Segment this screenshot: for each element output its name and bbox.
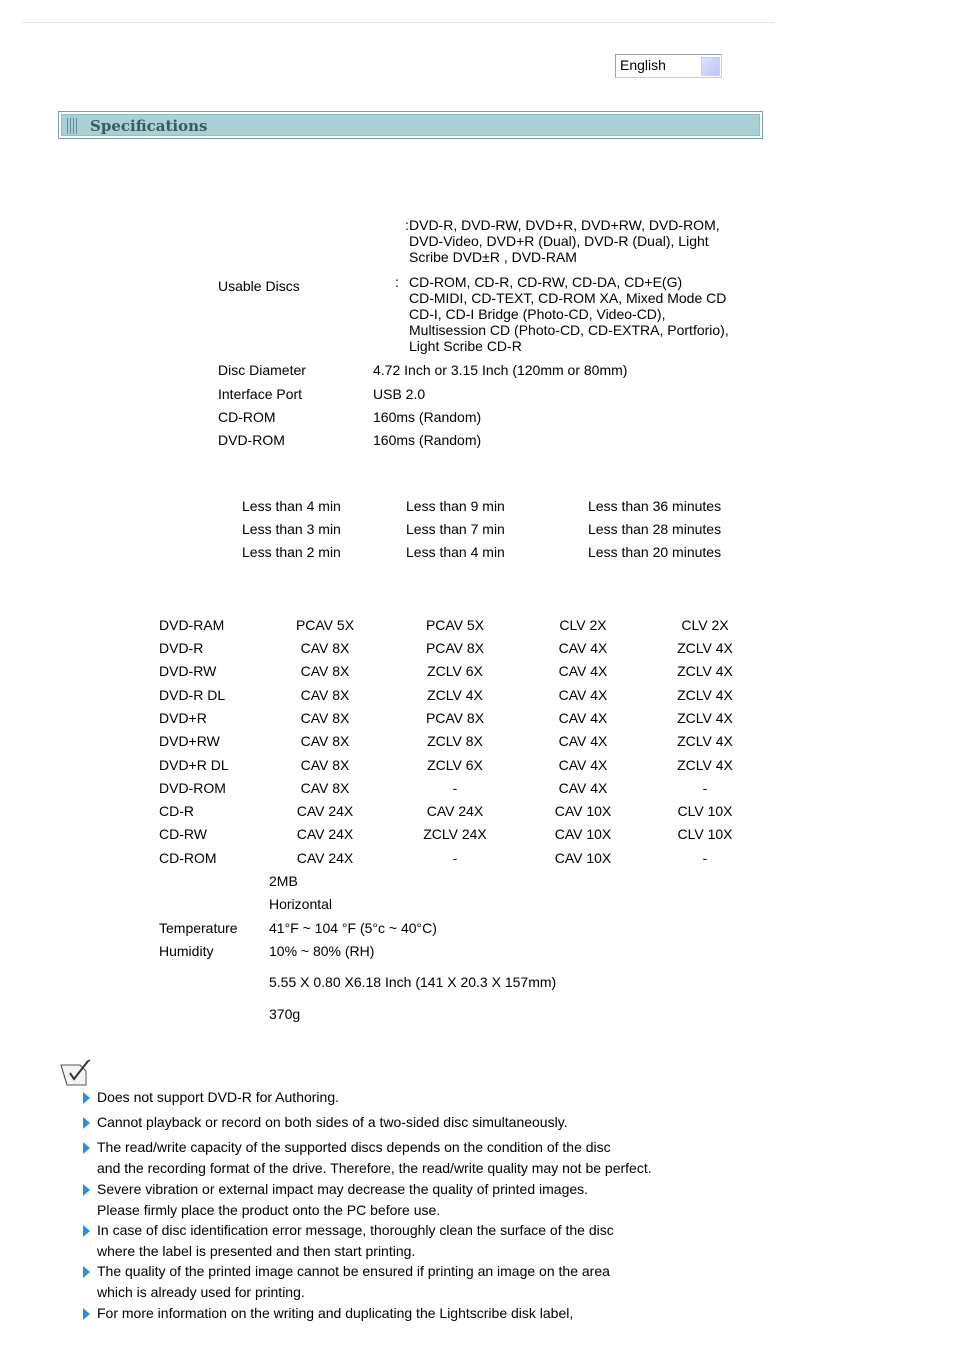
spec-label: DVD-ROM <box>218 432 285 448</box>
spec-value: 160ms (Random) <box>373 432 482 448</box>
note-text: In case of disc identification error message, thoroughly clean the surface of the disc <box>97 1222 614 1238</box>
usable-discs-cd-line: CD-MIDI, CD-TEXT, CD-ROM XA, Mixed Mode CD <box>409 290 727 306</box>
spec-value: 160ms (Random) <box>373 409 482 425</box>
bullet-arrow-icon <box>83 1092 90 1104</box>
speed-table-cell: CAV 10X <box>554 850 612 866</box>
speed-table-disc-type: CD-ROM <box>159 850 217 866</box>
speed-table-cell: CLV 2X <box>681 617 729 633</box>
print-time-cell: Less than 28 minutes <box>588 521 722 537</box>
usable-discs-cd-line: Light Scribe CD-R <box>409 338 522 354</box>
speed-table-cell: CAV 4X <box>558 687 608 703</box>
spec-value: 4.72 Inch or 3.15 Inch (120mm or 80mm) <box>373 362 628 378</box>
speed-table-cell: - <box>702 780 708 796</box>
speed-table-cell: ZCLV 4X <box>677 757 733 773</box>
usable-discs-cd-line: CD-I, CD-I Bridge (Photo-CD, Video-CD), <box>409 306 666 322</box>
speed-table-disc-type: DVD-RW <box>159 663 217 679</box>
speed-table-cell: CAV 8X <box>300 663 350 679</box>
speed-table-cell: ZCLV 4X <box>427 687 483 703</box>
note-text: Cannot playback or record on both sides of a two-sided disc simultaneously. <box>97 1114 568 1130</box>
bars-icon <box>66 118 80 134</box>
speed-table-cell: CAV 8X <box>300 780 350 796</box>
spec-label: CD-ROM <box>218 409 276 425</box>
note-text: Severe vibration or external impact may decrease the quality of printed images. <box>97 1181 589 1197</box>
speed-table-cell: CAV 8X <box>300 733 350 749</box>
speed-table-cell: CAV 8X <box>300 710 350 726</box>
bullet-arrow-icon <box>83 1117 90 1129</box>
speed-table-cell: ZCLV 24X <box>423 826 487 842</box>
language-select[interactable] <box>615 54 722 78</box>
spec-value: USB 2.0 <box>373 386 426 402</box>
speed-table-cell: CAV 8X <box>300 757 350 773</box>
speed-table-cell: CLV 2X <box>559 617 607 633</box>
note-check-icon <box>60 1059 92 1087</box>
speed-table-cell: PCAV 5X <box>295 617 355 633</box>
speed-table-cell: - <box>702 850 708 866</box>
note-text: Does not support DVD-R for Authoring. <box>97 1089 340 1105</box>
speed-table-cell: CLV 10X <box>677 826 733 842</box>
speed-table-disc-type: DVD+R DL <box>159 757 229 773</box>
dimensions-value: 5.55 X 0.80 X6.18 Inch (141 X 20.3 X 157mm) <box>269 974 557 990</box>
speed-table-cell: CAV 8X <box>300 640 350 656</box>
temperature-label: Temperature <box>159 920 238 936</box>
section-header <box>58 111 763 139</box>
speed-table-cell: ZCLV 6X <box>427 663 483 679</box>
bullet-arrow-icon <box>83 1184 90 1196</box>
bullet-arrow-icon <box>83 1225 90 1237</box>
speed-table-cell: ZCLV 4X <box>677 687 733 703</box>
dropdown-button-icon[interactable] <box>701 57 720 76</box>
speed-table-disc-type: CD-RW <box>159 826 207 842</box>
speed-table-cell: ZCLV 4X <box>677 733 733 749</box>
usable-discs-cd-line: CD-ROM, CD-R, CD-RW, CD-DA, CD+E(G) <box>409 274 683 290</box>
usable-discs-cd-line: Multisession CD (Photo-CD, CD-EXTRA, Portforio), <box>409 322 729 338</box>
usable-discs-separator-2: : <box>395 274 399 290</box>
print-time-cell: Less than 20 minutes <box>588 544 722 560</box>
note-text: Please firmly place the product onto the PC before use. <box>97 1202 441 1218</box>
speed-table-cell: CAV 4X <box>558 640 608 656</box>
spec-label: Disc Diameter <box>218 362 306 378</box>
speed-table-disc-type: DVD-R <box>159 640 204 656</box>
bullet-arrow-icon <box>83 1266 90 1278</box>
speed-table-cell: CAV 10X <box>554 803 612 819</box>
weight-value: 370g <box>269 1006 301 1022</box>
speed-table-cell: CAV 24X <box>296 803 354 819</box>
bullet-arrow-icon <box>83 1308 90 1320</box>
humidity-label: Humidity <box>159 943 214 959</box>
note-text: where the label is presented and then start printing. <box>97 1243 416 1259</box>
speed-table-disc-type: DVD-R DL <box>159 687 226 703</box>
speed-table-cell: CAV 4X <box>558 780 608 796</box>
print-time-cell: Less than 2 min <box>242 544 341 560</box>
section-title: Specifications <box>90 117 208 135</box>
speed-table-disc-type: DVD+R <box>159 710 207 726</box>
usable-discs-separator-1: : <box>405 217 409 233</box>
humidity-value: 10% ~ 80% (RH) <box>269 943 375 959</box>
speed-table-disc-type: DVD-RAM <box>159 617 225 633</box>
speed-table-cell: CAV 4X <box>558 663 608 679</box>
usable-discs-dvd-line: Scribe DVD±R , DVD-RAM <box>409 249 577 265</box>
note-text: The quality of the printed image cannot be ensured if printing an image on the area <box>97 1263 610 1279</box>
buffer-value: 2MB <box>269 873 298 889</box>
speed-table-cell: CAV 4X <box>558 757 608 773</box>
print-time-cell: Less than 7 min <box>406 521 505 537</box>
language-select-value: English <box>620 57 666 73</box>
speed-table-cell: CAV 4X <box>558 733 608 749</box>
speed-table-cell: ZCLV 6X <box>427 757 483 773</box>
speed-table-cell: CAV 4X <box>558 710 608 726</box>
speed-table-cell: CAV 24X <box>426 803 484 819</box>
speed-table-cell: - <box>452 850 458 866</box>
print-time-cell: Less than 4 min <box>406 544 505 560</box>
speed-table-cell: CAV 24X <box>296 826 354 842</box>
speed-table-cell: CLV 10X <box>677 803 733 819</box>
speed-table-cell: PCAV 8X <box>425 640 485 656</box>
speed-table-cell: ZCLV 4X <box>677 640 733 656</box>
speed-table-cell: ZCLV 4X <box>677 710 733 726</box>
usable-discs-dvd-line: DVD-Video, DVD+R (Dual), DVD-R (Dual), Light <box>409 233 709 249</box>
speed-table-disc-type: DVD+RW <box>159 733 220 749</box>
speed-table-cell: - <box>452 780 458 796</box>
speed-table-disc-type: CD-R <box>159 803 194 819</box>
speed-table-cell: PCAV 8X <box>425 710 485 726</box>
orientation-value: Horizontal <box>269 896 333 912</box>
usable-discs-dvd-line: DVD-R, DVD-RW, DVD+R, DVD+RW, DVD-ROM, <box>409 217 720 233</box>
spec-label: Interface Port <box>218 386 303 402</box>
note-text: and the recording format of the drive. Therefore, the read/write quality may not be perfect. <box>97 1160 652 1176</box>
speed-table-cell: CAV 8X <box>300 687 350 703</box>
temperature-value: 41°F ~ 104 °F (5°c ~ 40°C) <box>269 920 437 936</box>
note-text: For more information on the writing and duplicating the Lightscribe disk label, <box>97 1305 574 1321</box>
speed-table-cell: ZCLV 8X <box>427 733 483 749</box>
note-text: The read/write capacity of the supported discs depends on the condition of the disc <box>97 1139 611 1155</box>
speed-table-cell: CAV 10X <box>554 826 612 842</box>
speed-table-cell: CAV 24X <box>296 850 354 866</box>
top-divider <box>22 22 774 23</box>
print-time-cell: Less than 36 minutes <box>588 498 722 514</box>
print-time-cell: Less than 4 min <box>242 498 341 514</box>
speed-table-disc-type: DVD-ROM <box>159 780 226 796</box>
usable-discs-label: Usable Discs <box>218 278 300 294</box>
print-time-cell: Less than 9 min <box>406 498 505 514</box>
bullet-arrow-icon <box>83 1142 90 1154</box>
speed-table-cell: ZCLV 4X <box>677 663 733 679</box>
note-text: which is already used for printing. <box>97 1284 305 1300</box>
print-time-cell: Less than 3 min <box>242 521 341 537</box>
speed-table-cell: PCAV 5X <box>425 617 485 633</box>
